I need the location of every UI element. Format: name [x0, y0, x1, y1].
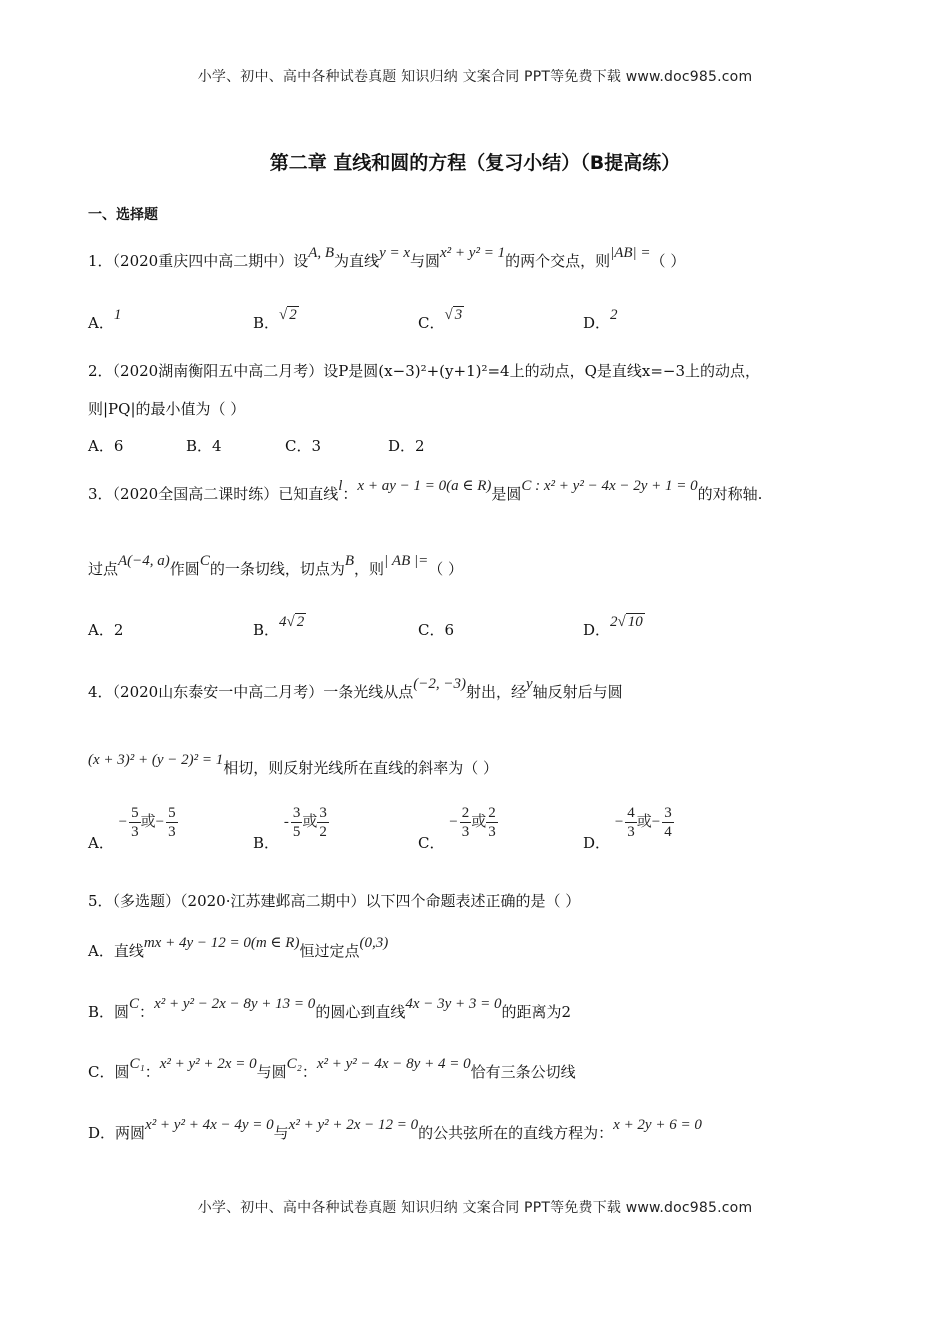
question-1-stem [88, 245, 686, 271]
q1-abs: |AB| = [610, 245, 651, 261]
option-d: D．2 [388, 437, 425, 455]
q1-line-eq: y = x [379, 245, 410, 261]
q1-ab: A, B [308, 245, 335, 261]
q1-text: 为直线 [334, 252, 380, 270]
option-d: D． − $\frac{4}{3}$ 或− $\frac{3}{4}$ [583, 805, 672, 852]
q1-text: （ ） [650, 252, 686, 270]
option-b: B．4 [186, 437, 222, 455]
option-a: A．6 [88, 437, 124, 455]
option-b: B． - $\frac{3}{5}$ 或 $\frac{3}{2}$ [253, 805, 327, 852]
option-a: A． − $\frac{5}{3}$ 或− $\frac{5}{3}$ [88, 805, 176, 852]
q5-option-a: A．直线mx + 4y − 12 = 0(m ∈ R)恒过定点(0,3) [88, 935, 389, 960]
option-b: B．4√ 2 [253, 614, 305, 639]
section-heading: 一、选择题 [88, 207, 158, 223]
header-banner: 小学、初中、高中各种试卷真题 知识归纳 文案合同 PPT等免费下载 www.doc985.com [197, 69, 753, 85]
option-d: D．2√ 10 [583, 614, 643, 639]
question-2-stem-line2: 则|PQ|的最小值为（ ） [88, 400, 246, 418]
footer-banner: 小学、初中、高中各种试卷真题 知识归纳 文案合同 PPT等免费下载 www.doc985.com [197, 1200, 753, 1216]
option-a: A．2 [88, 621, 124, 639]
q5-option-c: C．圆C₁：x² + y² + 2x = 0与圆C₂：x² + y² − 4x − 8y + 4 = 0恰有三条公切线 [88, 1056, 576, 1081]
option-c: C．√ 3 [418, 307, 463, 332]
question-3-stem-line1: 3．（2020全国高二课时练）已知直线l：x + ay − 1 = 0(a ∈ R)是圆C : x² + y² − 4x − 2y + 1 = 0的对称轴. [88, 478, 763, 503]
question-2-stem-line1: 2．（2020湖南衡阳五中高二月考）设P是圆(x−3)²+(y+1)²=4上的动点，Q是直线x=−3上的动点， [88, 362, 761, 380]
option-d: D．2 [583, 307, 618, 332]
option-b: B．√ 2 [253, 307, 297, 332]
option-a: A．1 [88, 307, 122, 332]
question-3-stem-line2: 过点A(−4, a)作圆C的一条切线，切点为B，则| AB |=（ ） [88, 553, 464, 578]
question-5-stem: 5．（多选题）（2020·江苏建邺高二期中）以下四个命题表述正确的是（ ） [88, 892, 581, 910]
q5-option-d: D．两圆x² + y² + 4x − 4y = 0与x² + y² + 2x − 12 = 0的公共弦所在的直线方程为：x + 2y + 6 = 0 [88, 1117, 702, 1142]
q1-circle-eq: x² + y² = 1 [440, 245, 506, 261]
question-4-stem-line1: 4．（2020山东泰安一中高二月考）一条光线从点(−2, −3)射出，经y轴反射后与圆 [88, 676, 623, 701]
q1-text: 与圆 [410, 252, 441, 270]
question-4-stem-line2: (x + 3)² + (y − 2)² = 1相切，则反射光线所在直线的斜率为（ ） [88, 752, 499, 777]
option-c: C． − $\frac{2}{3}$ 或 $\frac{2}{3}$ [418, 805, 496, 852]
page-title: 第二章 直线和圆的方程（复习小结）（B提高练） [269, 152, 681, 174]
q5-option-b: B．圆C：x² + y² − 2x − 8y + 13 = 0的圆心到直线4x − 3y + 3 = 0的距离为2 [88, 996, 572, 1021]
option-c: C．3 [285, 437, 322, 455]
q1-text: 的两个交点，则 [505, 252, 611, 270]
q1-text: 1．（2020重庆四中高二期中）设 [88, 252, 309, 270]
option-c: C．6 [418, 621, 455, 639]
